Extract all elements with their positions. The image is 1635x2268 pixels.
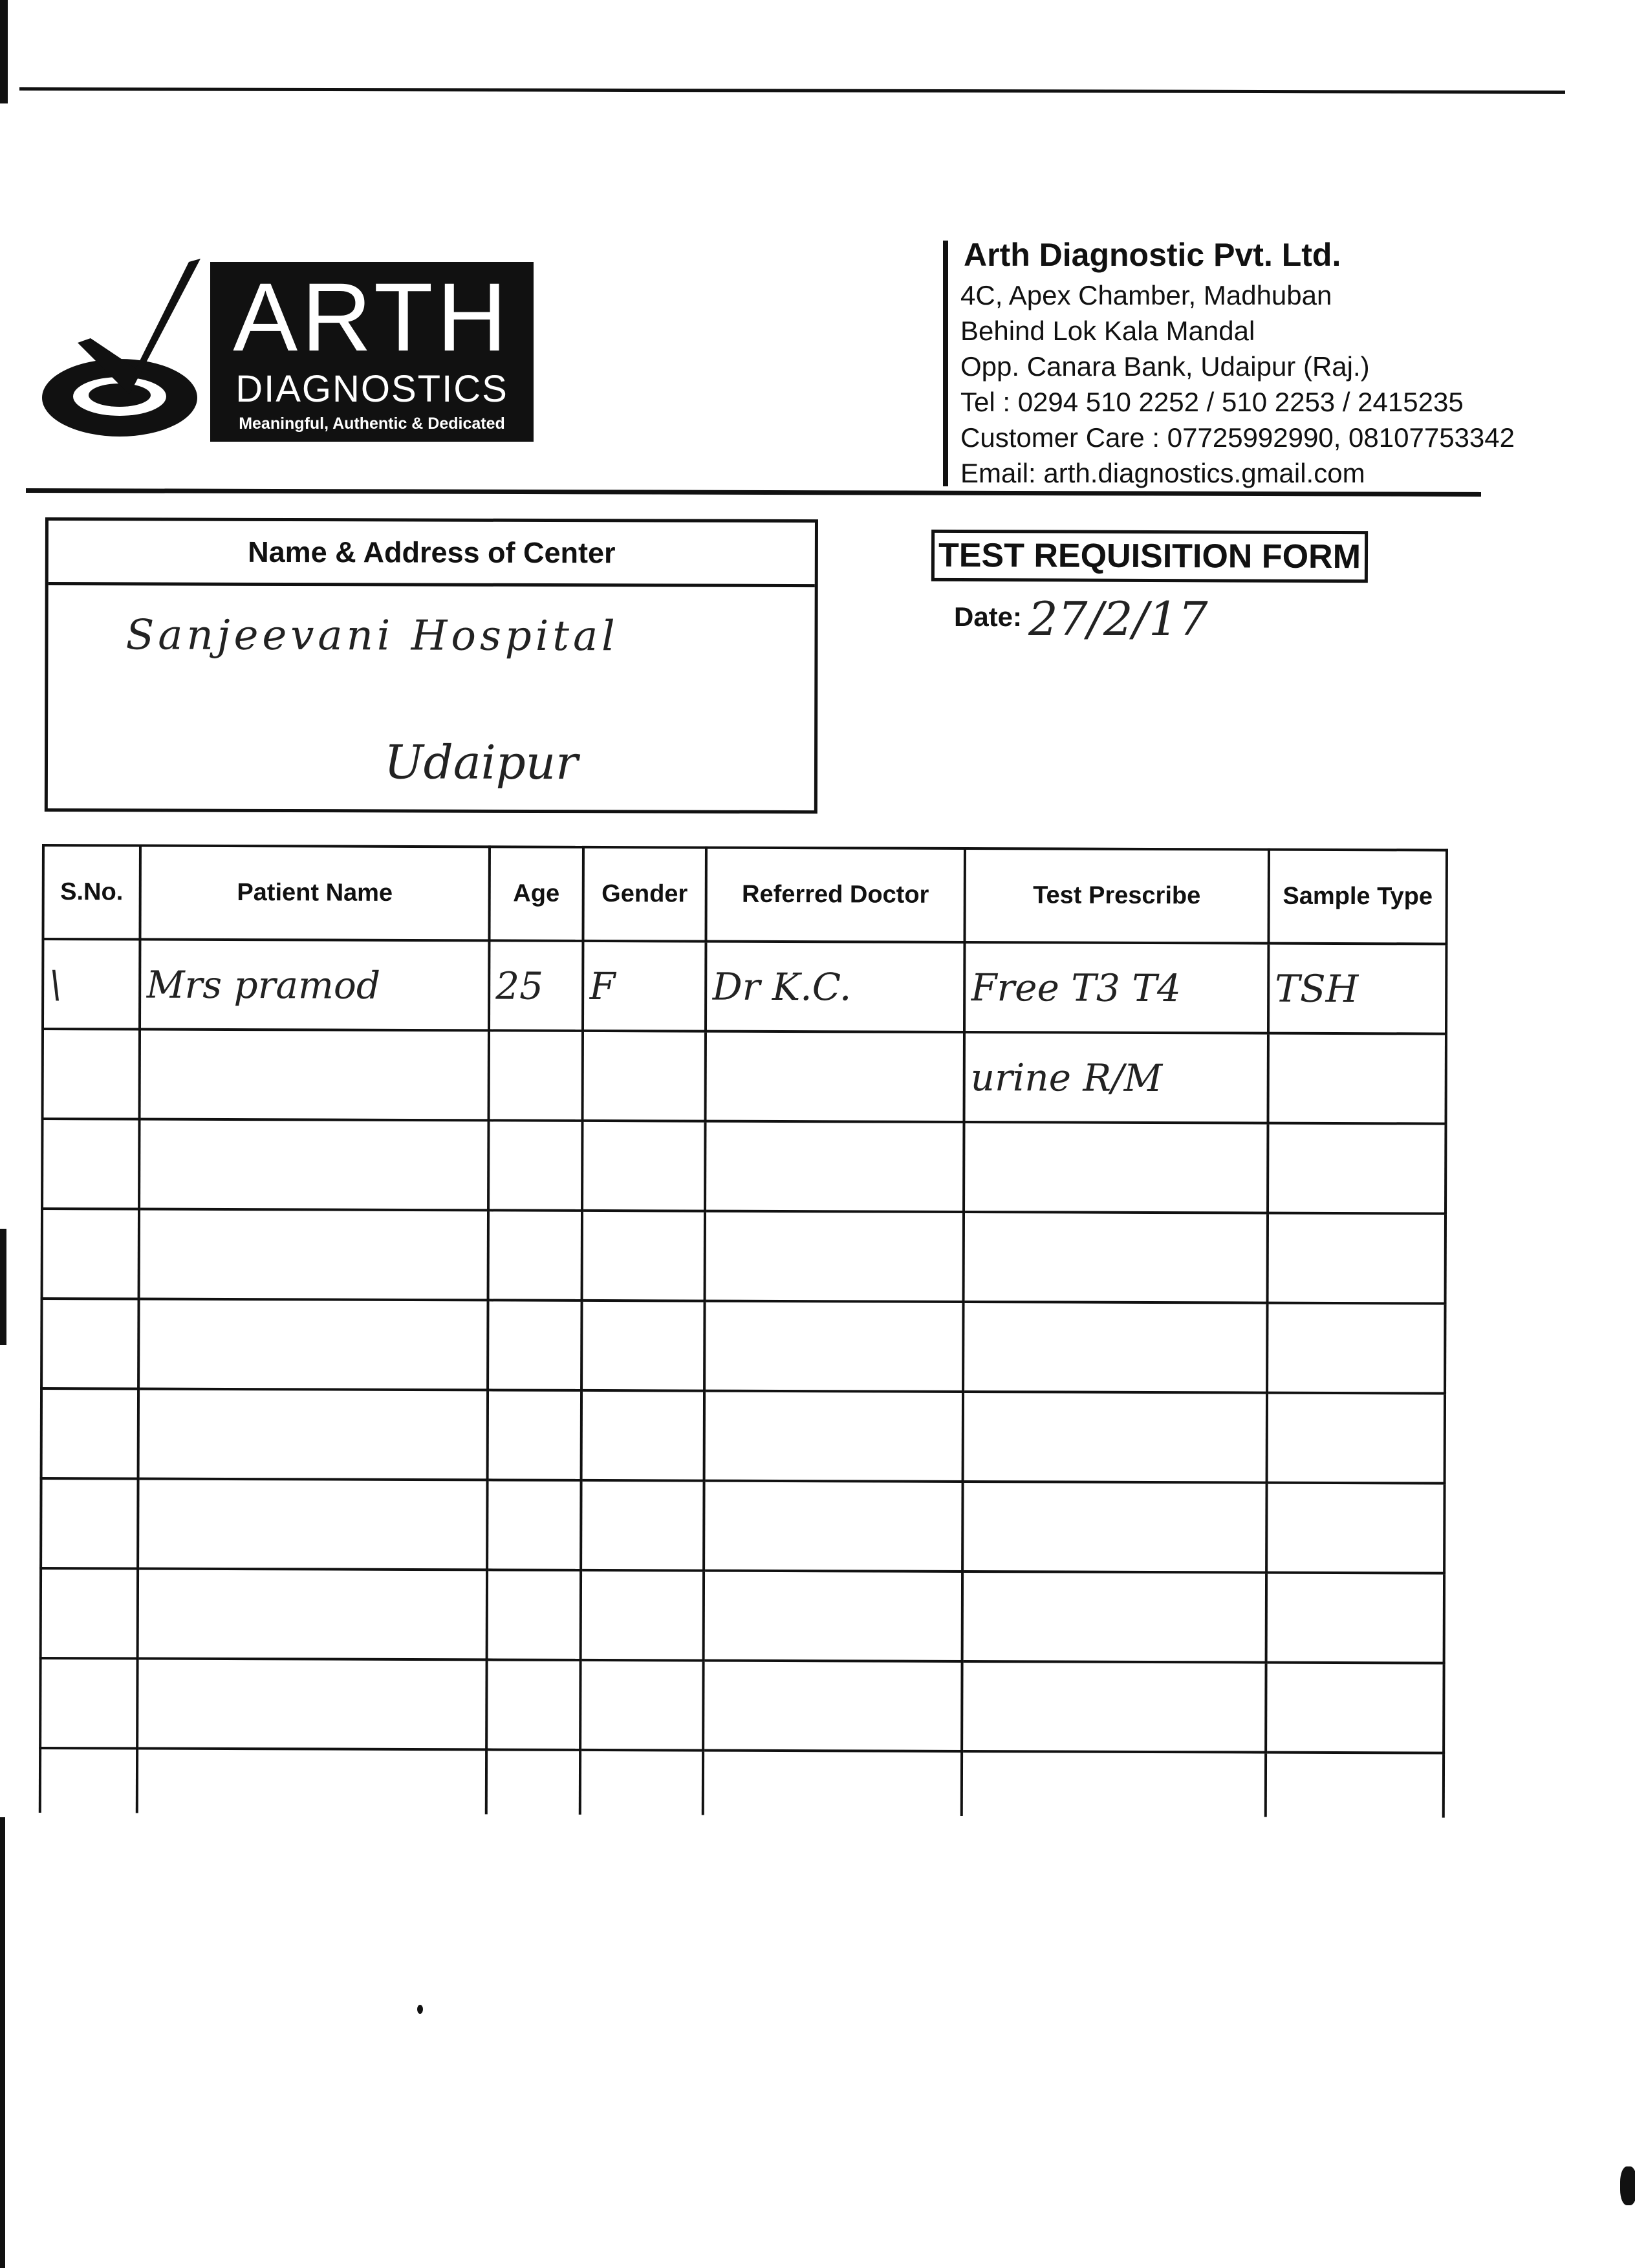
cell-gender-value <box>589 1255 698 1256</box>
cell-sample-type <box>1268 1033 1446 1124</box>
cell-sno <box>42 1209 139 1299</box>
cell-referred-doctor <box>705 1121 964 1212</box>
cell-age <box>487 1480 581 1570</box>
cell-patient-name-value <box>146 1074 482 1075</box>
phone-line: Tel : 0294 510 2252 / 510 2253 / 2415235 <box>960 387 1464 417</box>
cell-test-prescribe <box>963 1302 1267 1393</box>
logo-tagline: Meaningful, Authentic & Dedicated <box>239 415 505 433</box>
header-age: Age <box>489 847 583 941</box>
table-row <box>43 939 1446 1034</box>
cell-test-prescribe-value: urine R/M <box>970 1055 1163 1100</box>
cell-referred-doctor-value <box>709 1705 955 1706</box>
cell-sample-type-value <box>1273 1617 1438 1618</box>
cell-patient-name-value <box>146 1254 482 1255</box>
logo-wordmark: ARTH <box>233 263 511 371</box>
cell-test-prescribe <box>962 1661 1266 1753</box>
cell-patient-name-value <box>146 1164 482 1165</box>
cell-referred-doctor-value <box>711 1256 957 1257</box>
header-referred-doctor: Referred Doctor <box>706 848 965 942</box>
table-row <box>41 1388 1445 1484</box>
cell-sample-type <box>1268 1123 1446 1214</box>
cell-sample-type <box>1267 1303 1445 1394</box>
cell-patient-name <box>138 1479 487 1570</box>
table-row <box>41 1299 1445 1394</box>
cell-age <box>488 1390 581 1480</box>
cell-referred-doctor-value <box>710 1615 956 1616</box>
cell-patient-name <box>138 1569 487 1660</box>
cell-referred-doctor <box>703 1751 962 1816</box>
cell-patient-name <box>137 1659 486 1750</box>
cell-test-prescribe-value <box>969 1347 1261 1348</box>
cell-gender <box>582 1121 705 1211</box>
cell-referred-doctor <box>703 1661 962 1751</box>
header-sample-type: Sample Type <box>1268 850 1447 944</box>
cell-test-prescribe <box>964 1212 1268 1303</box>
cell-sno <box>40 1748 137 1813</box>
cell-sample-type <box>1268 944 1446 1034</box>
cell-sno <box>41 1568 138 1659</box>
cell-sno <box>41 1478 138 1569</box>
cell-referred-doctor-value <box>711 1166 957 1167</box>
address-line: Opp. Canara Bank, Udaipur (Raj.) <box>960 351 1370 382</box>
cell-referred-doctor-value: Dr K.C. <box>712 964 852 1009</box>
cell-gender-value <box>587 1783 697 1784</box>
header-gender: Gender <box>583 847 706 942</box>
cell-patient-name <box>138 1299 488 1390</box>
cell-age <box>486 1659 580 1750</box>
cell-sno-value: \ <box>49 962 62 1006</box>
cell-sample-type <box>1266 1663 1444 1753</box>
cell-gender <box>583 1031 706 1121</box>
table-row <box>43 1029 1446 1124</box>
cell-age <box>488 1210 582 1301</box>
table-row <box>40 1748 1444 1818</box>
cell-age <box>487 1570 581 1660</box>
scan-speck <box>417 2005 423 2014</box>
form-title: TEST REQUISITION FORM <box>931 530 1368 583</box>
cell-sno <box>43 1029 140 1119</box>
table-row <box>42 1209 1446 1304</box>
cell-sample-type-value <box>1274 1168 1439 1169</box>
logo-subword: DIAGNOSTICS <box>235 368 508 410</box>
cell-gender <box>583 941 706 1031</box>
cell-patient-name-value <box>145 1344 481 1345</box>
cell-age <box>489 1030 583 1121</box>
patient-table <box>39 844 1448 1818</box>
cell-test-prescribe <box>962 1571 1266 1663</box>
scan-edge-left <box>0 0 8 103</box>
cell-test-prescribe <box>962 1482 1266 1573</box>
table-header-row <box>43 845 1446 944</box>
cell-sample-type <box>1268 1213 1446 1304</box>
email-line: Email: arth.diagnostics.gmail.com <box>960 458 1365 488</box>
cell-gender-value <box>589 1075 699 1076</box>
cell-patient-name <box>137 1749 486 1815</box>
cell-sample-type <box>1267 1393 1445 1484</box>
cell-gender <box>582 1211 705 1301</box>
cell-gender <box>581 1390 704 1481</box>
header-patient-name: Patient Name <box>140 846 490 941</box>
table-row <box>41 1568 1444 1663</box>
cell-gender-value: F <box>589 964 616 1008</box>
table-row <box>42 1119 1446 1214</box>
cell-test-prescribe <box>963 1392 1267 1483</box>
header-sno: S.No. <box>43 845 140 940</box>
cell-patient-name <box>140 1030 489 1121</box>
cell-sample-type-value: TSH <box>1275 966 1359 1011</box>
cell-age <box>488 1120 582 1211</box>
patient-table-wrap <box>39 844 1446 1819</box>
cell-patient-name-value <box>145 1434 481 1435</box>
address-line: 4C, Apex Chamber, Madhuban <box>960 280 1332 310</box>
cell-patient-name-value <box>144 1782 480 1783</box>
cell-patient-name-value <box>144 1524 481 1525</box>
scan-edge-left-2 <box>0 1229 6 1345</box>
cell-referred-doctor <box>704 1571 962 1661</box>
cell-sno <box>43 939 140 1030</box>
cell-test-prescribe <box>964 1122 1268 1213</box>
cell-referred-doctor <box>704 1301 963 1392</box>
cell-patient-name-value: Mrs pramod <box>146 962 381 1008</box>
cell-gender <box>581 1570 704 1661</box>
cell-gender <box>581 1301 704 1391</box>
cell-sample-type <box>1266 1573 1444 1663</box>
cell-gender-value <box>587 1525 697 1526</box>
cell-sno <box>40 1658 137 1749</box>
cell-test-prescribe-value <box>969 1527 1260 1528</box>
cell-gender-value <box>588 1435 698 1436</box>
cell-referred-doctor <box>706 1031 964 1122</box>
address-divider <box>943 241 948 486</box>
table-row <box>41 1478 1444 1573</box>
cell-test-prescribe-value <box>969 1437 1261 1438</box>
cell-patient-name-value <box>144 1614 481 1615</box>
cell-test-prescribe <box>964 942 1268 1033</box>
cell-age-value: 25 <box>495 963 544 1008</box>
cell-referred-doctor-value <box>712 1076 958 1077</box>
scan-edge-top <box>19 87 1565 94</box>
cell-gender <box>580 1750 703 1815</box>
date-value-handwritten: 27/2/17 <box>1028 592 1208 646</box>
cell-sample-type-value <box>1275 1078 1440 1079</box>
cell-patient-name-value <box>144 1703 480 1705</box>
cell-sno <box>41 1299 138 1389</box>
cell-sample-type <box>1266 1483 1444 1573</box>
cell-test-prescribe-value <box>968 1784 1259 1786</box>
cell-test-prescribe-value <box>969 1617 1260 1618</box>
cell-gender-value <box>588 1345 698 1346</box>
cell-test-prescribe-value <box>970 1257 1261 1258</box>
scan-speck <box>1620 2166 1635 2205</box>
center-heading: Name & Address of Center <box>49 521 815 587</box>
company-name: Arth Diagnostic Pvt. Ltd. <box>964 237 1341 273</box>
table-row <box>40 1658 1444 1753</box>
cell-referred-doctor <box>704 1391 963 1482</box>
cell-test-prescribe-value: Free T3 T4 <box>971 965 1182 1010</box>
center-name-handwritten: Sanjeevani Hospital <box>125 611 619 661</box>
cell-sample-type <box>1266 1753 1444 1818</box>
header-test-prescribe: Test Prescribe <box>964 848 1269 944</box>
cell-sample-type-value <box>1272 1707 1437 1708</box>
cell-sno <box>41 1388 138 1479</box>
cell-sno <box>42 1119 139 1209</box>
date-label: Date: <box>954 601 1023 632</box>
cell-referred-doctor <box>704 1481 962 1571</box>
cell-test-prescribe-value <box>970 1167 1261 1169</box>
cell-age <box>486 1749 580 1815</box>
center-city-handwritten: Udaipur <box>384 735 578 790</box>
cell-referred-doctor <box>706 942 964 1032</box>
address-line: Behind Lok Kala Mandal <box>960 316 1255 346</box>
scan-edge-left-3 <box>0 1817 5 2268</box>
cell-age <box>489 940 583 1031</box>
customer-care-line: Customer Care : 07725992990, 08107753342 <box>960 422 1515 453</box>
cell-test-prescribe-value <box>968 1707 1259 1708</box>
center-box <box>45 517 818 814</box>
cell-gender <box>580 1660 703 1751</box>
cell-age <box>488 1300 581 1390</box>
cell-test-prescribe <box>962 1751 1266 1817</box>
cell-patient-name <box>138 1389 488 1480</box>
cell-test-prescribe <box>964 1032 1268 1123</box>
cell-patient-name <box>140 940 489 1031</box>
cell-patient-name <box>139 1209 488 1301</box>
checkmark-target-icon <box>42 259 200 437</box>
cell-gender-value <box>589 1165 698 1166</box>
cell-patient-name <box>139 1119 488 1211</box>
cell-gender <box>581 1480 704 1571</box>
cell-referred-doctor <box>705 1211 964 1302</box>
